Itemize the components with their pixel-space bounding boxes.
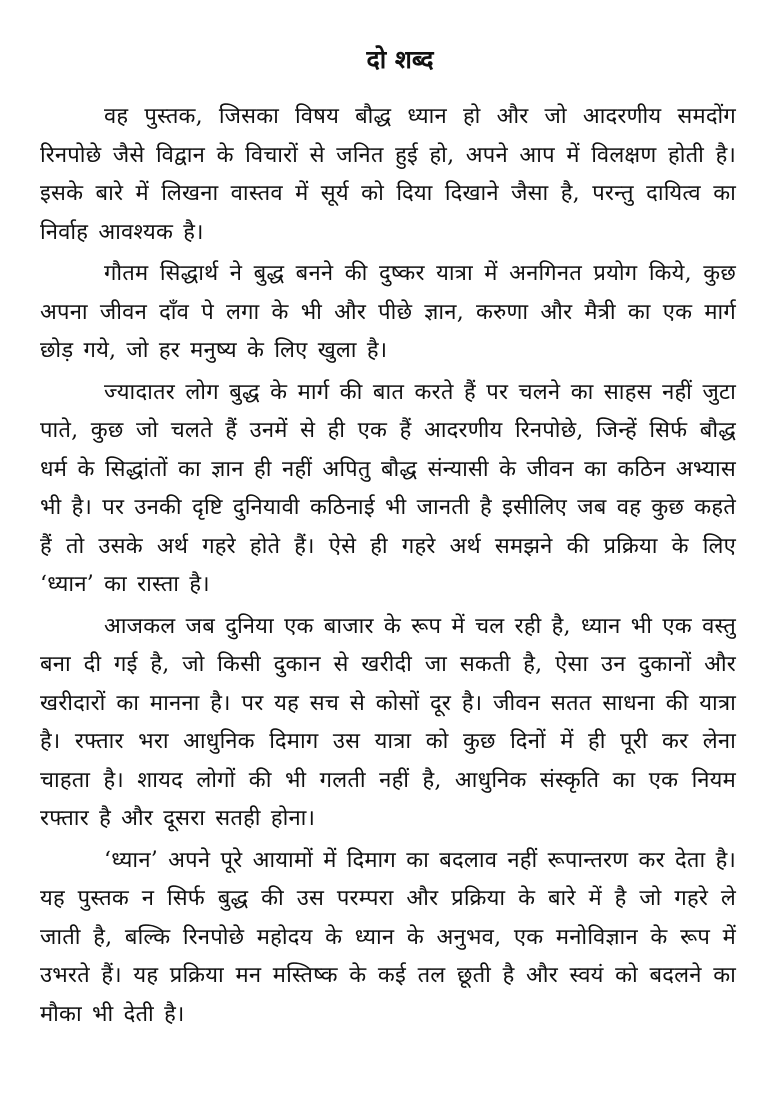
- page-title: दो शब्द: [366, 45, 434, 74]
- paragraph-2: गौतम सिद्धार्थ ने बुद्ध बनने की दुष्कर यात्रा में अनगिनत प्रयोग किये, कुछ अपना जीवन दाँव पे लगा के भी और पीछे ज्ञान, करुणा और मैत्री का एक मार्ग छोड़ गये, जो हर मनुष्य के लिए खुला है।: [40, 261, 736, 363]
- paragraph-4: आजकल जब दुनिया एक बाजार के रूप में चल रही है, ध्यान भी एक वस्तु बना दी गई है, जो किसी दुकान से खरीदी जा सकती है, ऐसा उन दुकानों और खरीदारों का मानना है। पर यह सच से कोसों दूर है। जीवन सतत साधना की यात्रा है। रफ्तार भरा आधुनिक दिमाग उस यात्रा को कुछ दिनों में ही पूरी कर लेना चाहता है। शायद लोगों की भी गलती नहीं है, आधुनिक संस्कृति का एक नियम रफ्तार है और दूसरा सतही होना।: [40, 613, 736, 831]
- paragraph-1: वह पुस्तक, जिसका विषय बौद्ध ध्यान हो और जो आदरणीय समदोंग रिनपोछे जैसे विद्वान के विचारों से जनित हुई हो, अपने आप में विलक्षण होती है। इसके बारे में लिखना वास्तव में सूर्य को दिया दिखाने जैसा है, परन्तु दायित्व का निर्वाह आवश्यक है।: [40, 104, 736, 245]
- paragraph-3: ज्यादातर लोग बुद्ध के मार्ग की बात करते हैं पर चलने का साहस नहीं जुटा पाते, कुछ जो चलते हैं उनमें से ही एक हैं आदरणीय रिनपोछे, जिन्हें सिर्फ बौद्ध धर्म के सिद्धांतों का ज्ञान ही नहीं अपितु बौद्ध संन्यासी के जीवन का कठिन अभ्यास भी है। पर उनकी दृष्टि दुनियावी कठिनाई भी जानती है इसीलिए जब वह कुछ कहते हैं तो उसके अर्थ गहरे होते हैं। ऐसे ही गहरे अर्थ समझने की प्रक्रिया के लिए ‘ध्यान’ का रास्ता है।: [40, 379, 736, 597]
- paragraph-5: ‘ध्यान’ अपने पूरे आयामों में दिमाग का बदलाव नहीं रूपान्तरण कर देता है। यह पुस्तक न सिर्फ बुद्ध की उस परम्परा और प्रक्रिया के बारे में है जो गहरे ले जाती है, बल्कि रिनपोछे महोदय के ध्यान के अनुभव, एक मनोविज्ञान के रूप में उभरते हैं। यह प्रक्रिया मन मस्तिष्क के कई तल छूती है और स्वयं को बदलने का मौका भी देती है।: [40, 847, 736, 1027]
- document-page: [40, 36, 736, 1037]
